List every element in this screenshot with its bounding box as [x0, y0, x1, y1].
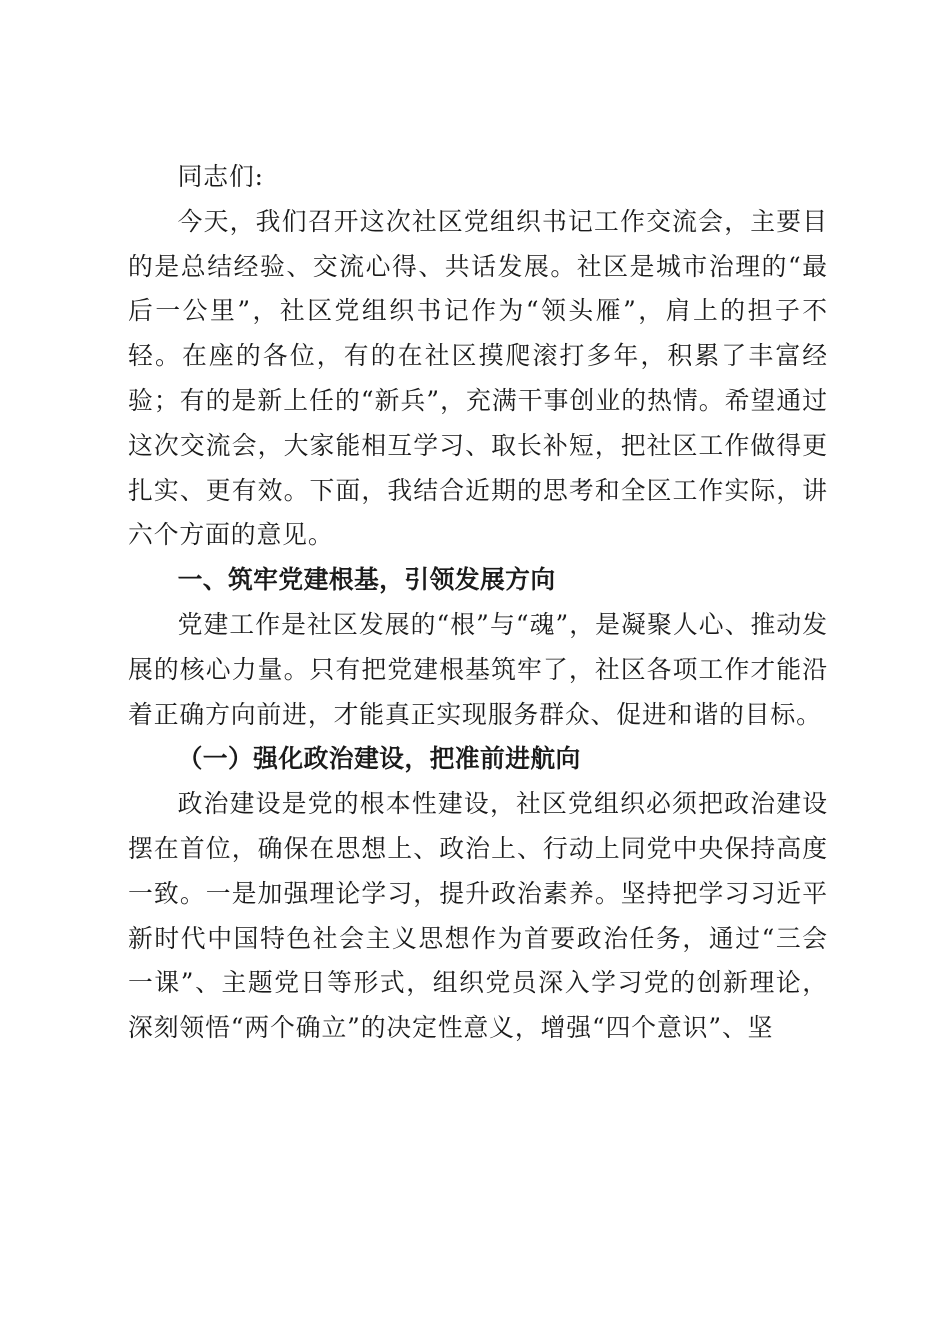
body-paragraph: 政治建设是党的根本性建设，社区党组织必须把政治建设摆在首位，确保在思想上、政治上、行动上同党中央保持高度一致。一是加强理论学习，提升政治素养。坚持把学习习近平新时代中国特色社会主义思想作为首要政治任务，通过“三会一课”、主题党日等形式，组织党员深入学习党的创新理论，深刻领悟“两个确立”的决定性意义，增强“四个意识”、坚 [128, 789, 828, 1043]
body-paragraph: 今天，我们召开这次社区党组织书记工作交流会，主要目的是总结经验、交流心得、共话发展。社区是城市治理的“最后一公里”，社区党组织书记作为“领头雁”，肩上的担子不轻。在座的各位，有的在社区摸爬滚打多年，积累了丰富经验；有的是新上任的“新兵”，充满干事创业的热情。希望通过这次交流会，大家能相互学习、取长补短，把社区工作做得更扎实、更有效。下面，我结合近期的思考和全区工作实际，讲六个方面的意见。 [128, 206, 828, 550]
subsection-heading: （一）强化政治建设，把准前进航向 [177, 744, 581, 774]
salutation: 同志们: [177, 162, 264, 191]
document-body [128, 155, 828, 1051]
section-heading: 一、筑牢党建根基，引领发展方向 [177, 565, 556, 595]
body-paragraph: 党建工作是社区发展的“根”与“魂”，是凝聚人心、推动发展的核心力量。只有把党建根基筑牢了，社区各项工作才能沿着正确方向前进，才能真正实现服务群众、促进和谐的目标。 [128, 609, 828, 729]
